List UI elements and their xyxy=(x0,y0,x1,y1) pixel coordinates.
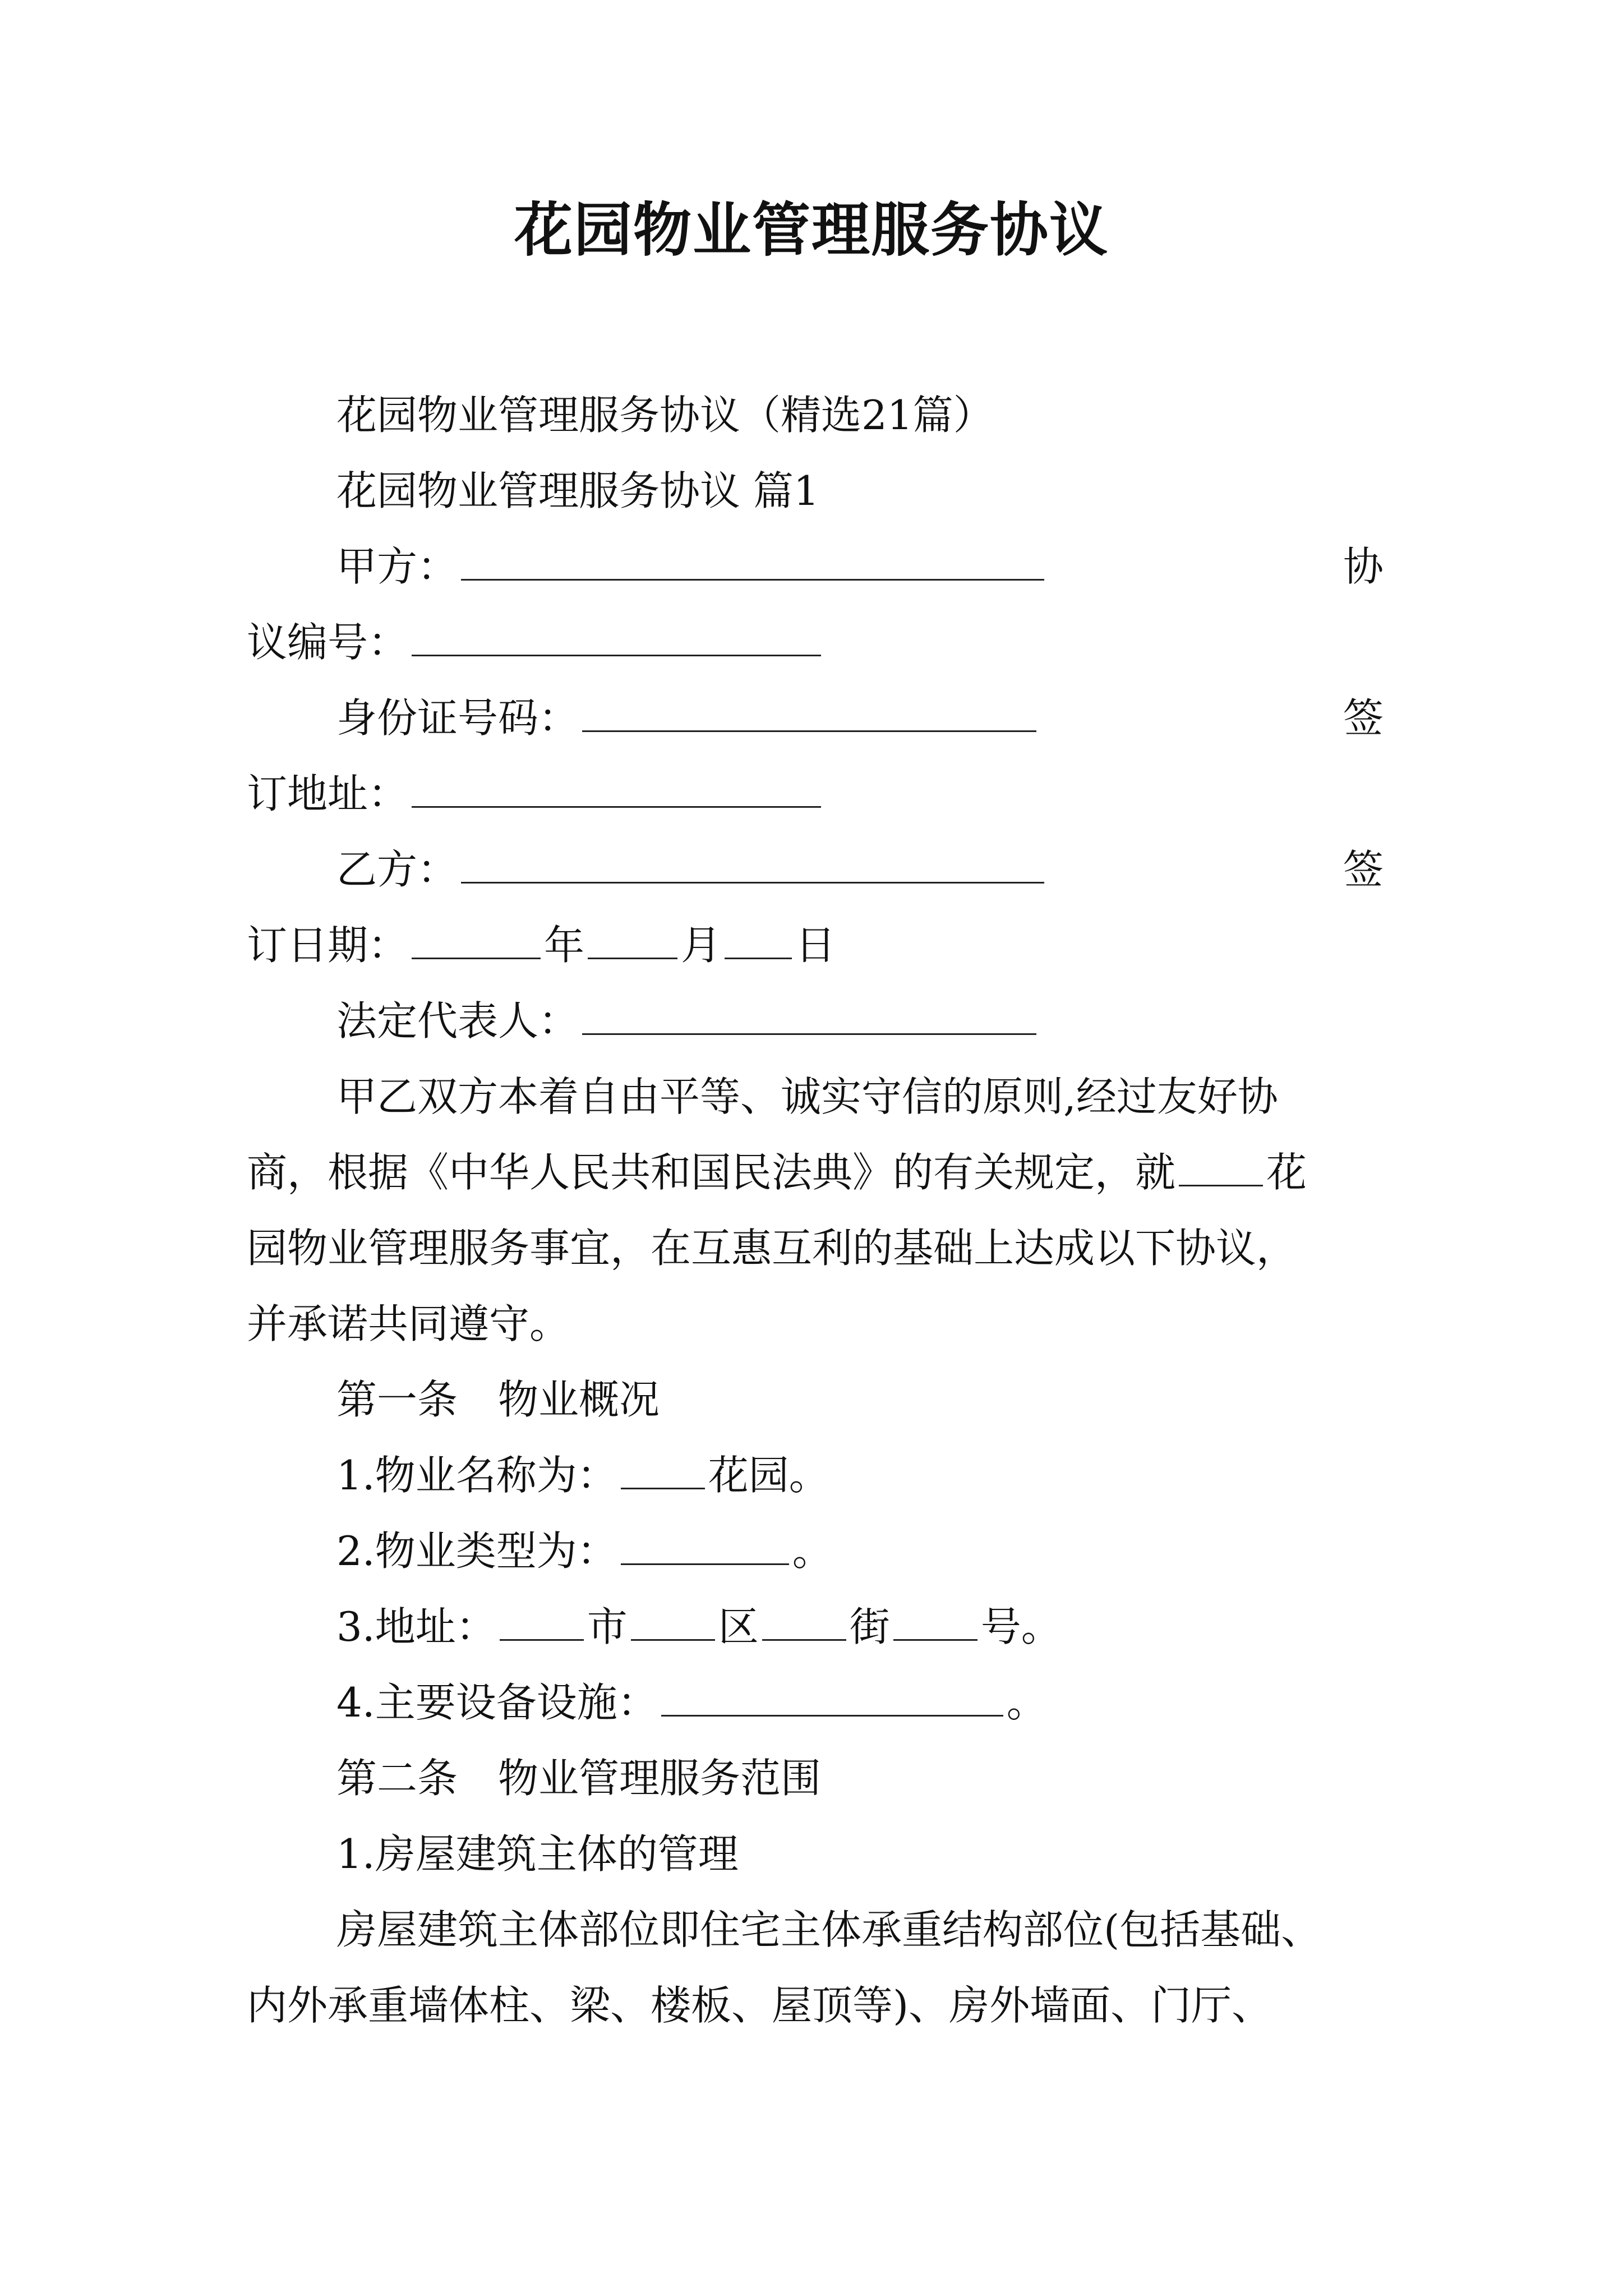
party-a-line xyxy=(336,539,1385,595)
para2-line2: 内外承重墙体柱、梁、楼板、屋顶等)、房外墙面、门厅、 xyxy=(247,1982,1272,2029)
sign-date-line xyxy=(247,917,1385,973)
party-a-blank xyxy=(461,540,1044,581)
agreement-no-label: 议编号： xyxy=(247,619,409,666)
item-2 xyxy=(336,1523,1385,1579)
street-char: 街 xyxy=(849,1603,890,1650)
id-label: 身份证号码： xyxy=(336,694,579,742)
district-blank xyxy=(631,1600,715,1641)
sign-addr-tail: 签 xyxy=(1343,694,1384,742)
city-blank xyxy=(500,1600,584,1641)
item-1-label: 1.物业名称为： xyxy=(336,1452,617,1499)
agreement-no-blank xyxy=(412,615,821,656)
garden-name-blank xyxy=(1179,1145,1263,1186)
item-4-blank xyxy=(661,1676,1003,1717)
item-1 xyxy=(336,1447,1385,1503)
legal-rep-blank xyxy=(582,994,1036,1035)
number-char: 号。 xyxy=(980,1603,1062,1650)
id-line xyxy=(336,690,1385,746)
year-blank xyxy=(412,918,541,959)
id-blank xyxy=(582,691,1036,732)
item-2-tail: 。 xyxy=(792,1527,833,1575)
document-title: 花园物业管理服务协议 xyxy=(514,196,1109,264)
day-char: 日 xyxy=(795,922,836,969)
item-3 xyxy=(336,1599,1385,1655)
sign-addr-line xyxy=(247,766,1385,822)
street-blank xyxy=(762,1600,846,1641)
item-2-label: 2.物业类型为： xyxy=(336,1527,617,1575)
city-char: 市 xyxy=(587,1603,628,1650)
item-1-blank xyxy=(621,1448,705,1489)
legal-rep-label: 法定代表人： xyxy=(336,997,579,1045)
para1-line2-text: 商，根据《中华人民共和国民法典》的有关规定，就 xyxy=(247,1149,1176,1196)
item-4-label: 4.主要设备设施： xyxy=(336,1679,658,1726)
agreement-no-line xyxy=(247,614,1385,670)
district-char: 区 xyxy=(718,1603,759,1650)
item-1-tail: 花园。 xyxy=(708,1452,829,1499)
party-b-blank xyxy=(461,843,1044,884)
sign-date-label: 订日期： xyxy=(247,922,409,969)
sign-addr-label: 订地址： xyxy=(247,770,409,817)
party-b-line xyxy=(336,841,1385,898)
article-1-heading: 第一条 物业概况 xyxy=(336,1376,660,1423)
sign-date-tail: 签 xyxy=(1343,846,1384,893)
day-blank xyxy=(725,918,792,959)
para1-line2-tail: 花 xyxy=(1266,1149,1307,1196)
legal-rep-line xyxy=(336,993,1385,1049)
year-char: 年 xyxy=(544,922,585,969)
section-heading: 花园物业管理服务协议 篇1 xyxy=(336,467,819,514)
para1-line1: 甲乙双方本着自由平等、诚实守信的原则,经过友好协 xyxy=(336,1073,1278,1120)
subtitle: 花园物业管理服务协议（精选21篇） xyxy=(336,392,994,439)
para1-line3: 园物业管理服务事宜，在互惠互利的基础上达成以下协议， xyxy=(247,1225,1297,1272)
item-4-tail: 。 xyxy=(1006,1679,1047,1726)
month-blank xyxy=(588,918,677,959)
para2-line1: 房屋建筑主体部位即住宅主体承重结构部位(包括基础、 xyxy=(336,1906,1322,1953)
number-blank xyxy=(893,1600,978,1641)
para1-line2 xyxy=(247,1144,1385,1200)
agreement-no-label-tail: 协 xyxy=(1343,543,1384,590)
month-char: 月 xyxy=(681,922,722,969)
article-2-item-1: 1.房屋建筑主体的管理 xyxy=(336,1830,739,1878)
item-2-blank xyxy=(621,1524,789,1565)
party-a-label: 甲方： xyxy=(336,543,458,590)
item-4 xyxy=(336,1674,1385,1731)
article-2-heading: 第二条 物业管理服务范围 xyxy=(336,1755,822,1802)
para1-line4: 并承诺共同遵守。 xyxy=(247,1300,570,1347)
sign-addr-blank xyxy=(412,767,821,808)
party-b-label: 乙方： xyxy=(336,846,458,893)
item-3-label: 3.地址： xyxy=(336,1603,496,1650)
